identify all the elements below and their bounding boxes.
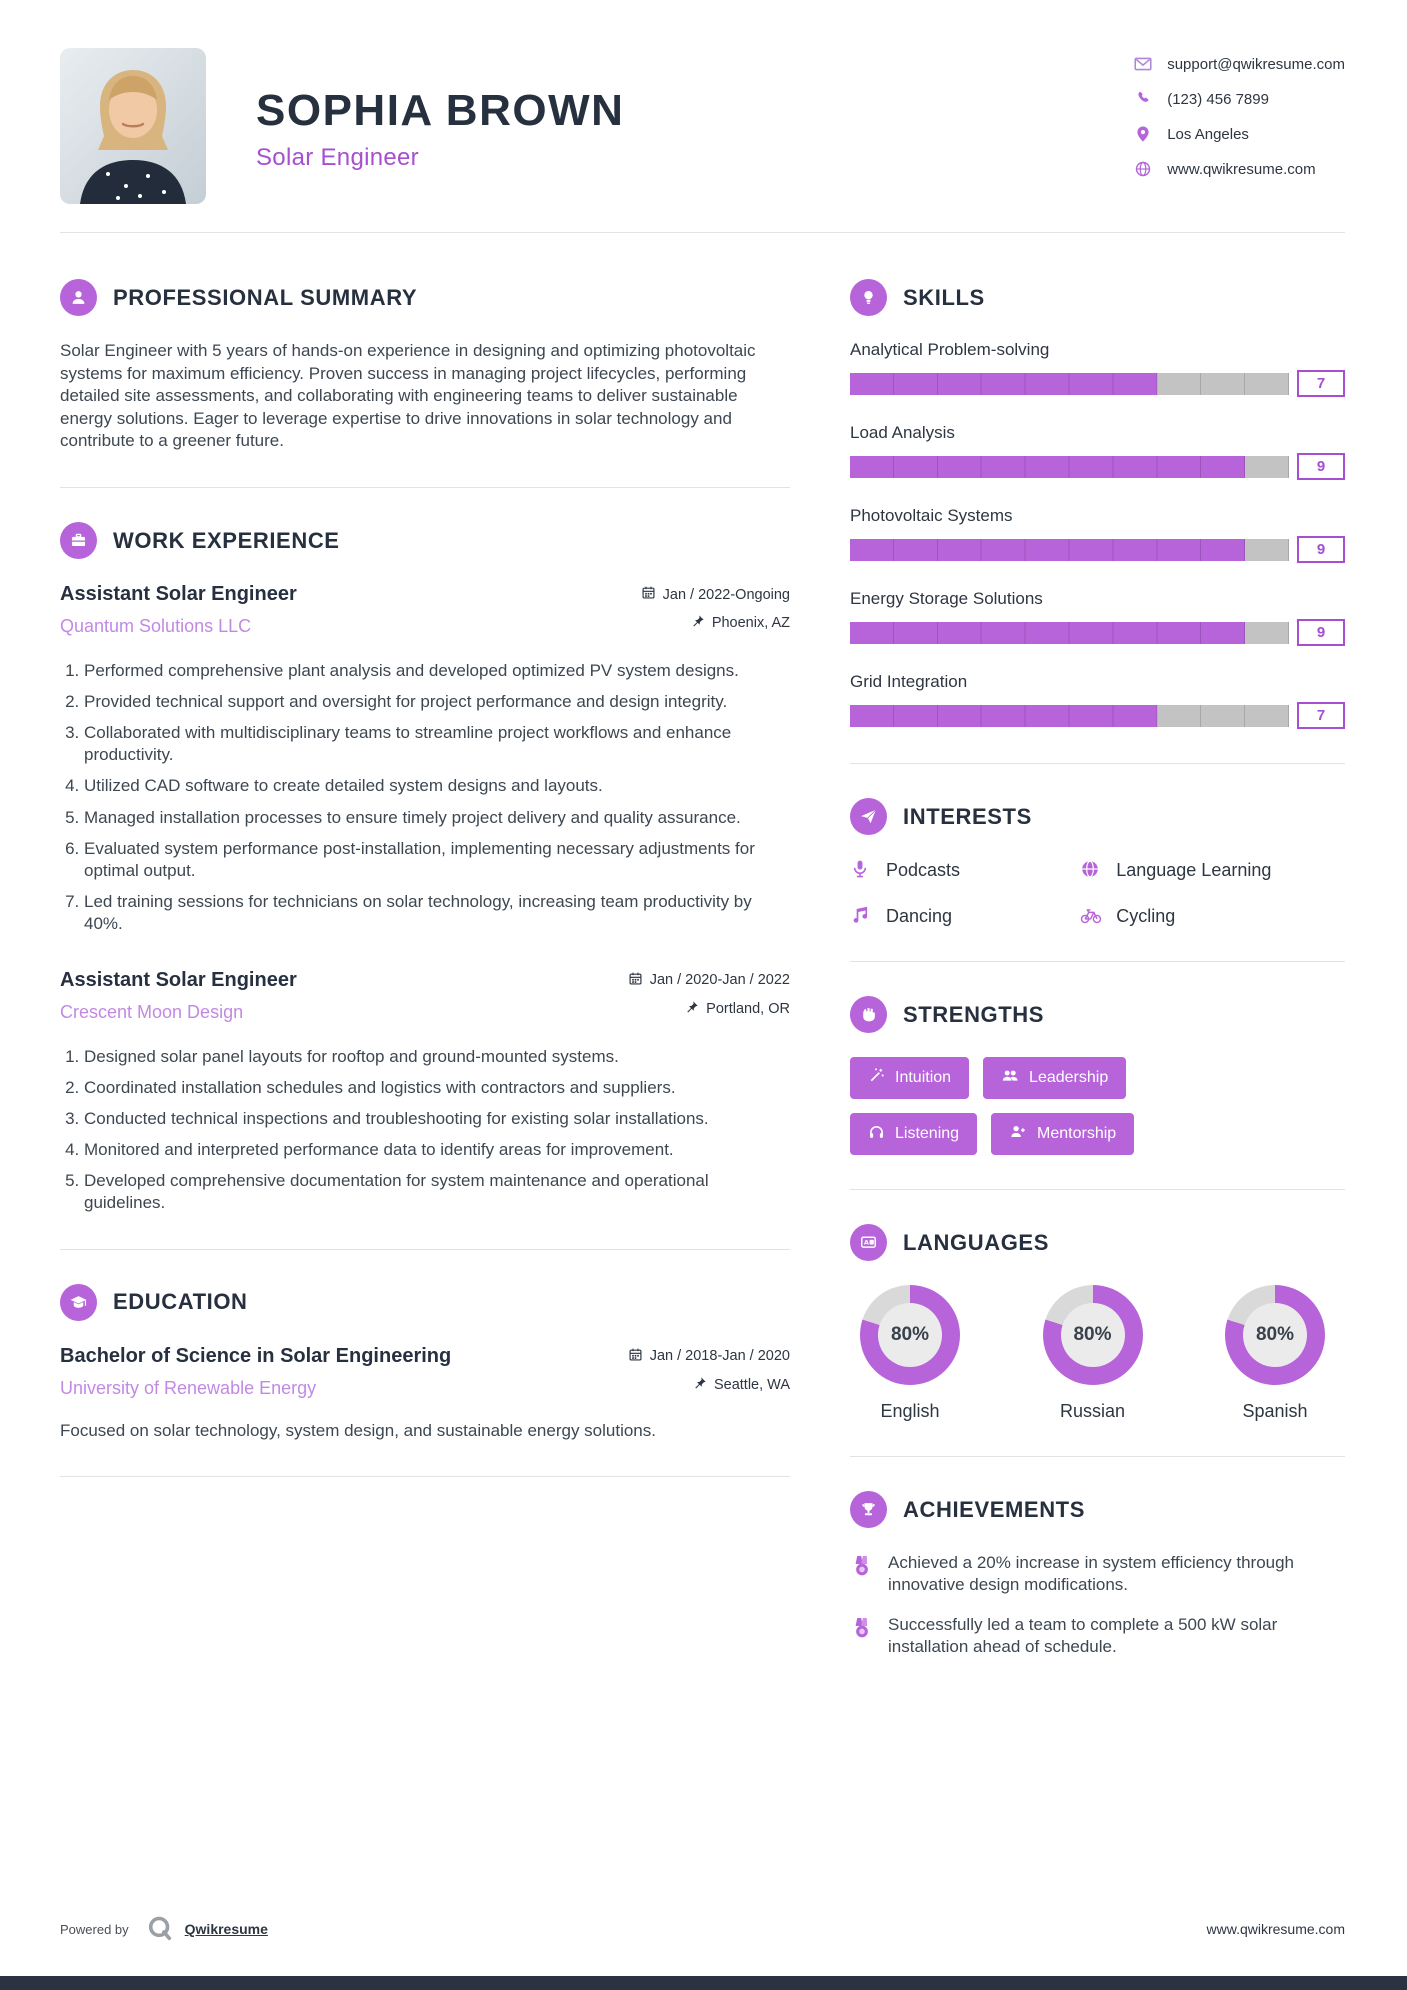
qwikresume-link[interactable]: Qwikresume bbox=[184, 1921, 268, 1937]
job-bullet: 3. Collaborated with multidisciplinary teams to streamline project workflows and enhance productivity. bbox=[84, 722, 790, 766]
interest-item bbox=[850, 905, 1080, 927]
divider bbox=[850, 763, 1345, 764]
language-donut bbox=[860, 1285, 960, 1385]
strength-pill bbox=[991, 1113, 1134, 1155]
section-education bbox=[60, 1284, 790, 1443]
job-bullet: 2. Provided technical support and oversight for project performance and design integrity. bbox=[84, 691, 790, 713]
language-percent: 80% bbox=[878, 1303, 942, 1367]
skill-bar bbox=[850, 373, 1289, 395]
name-block bbox=[256, 48, 624, 172]
school: University of Renewable Energy bbox=[60, 1377, 317, 1398]
skill-item bbox=[850, 589, 1345, 646]
profile-photo bbox=[60, 48, 206, 204]
job-role: Assistant Solar Engineer bbox=[60, 583, 297, 606]
language-percent: 80% bbox=[1061, 1303, 1125, 1367]
contact-phone[interactable] bbox=[1133, 89, 1345, 109]
skill-label: Analytical Problem-solving bbox=[850, 340, 1050, 359]
strength-pill bbox=[850, 1113, 977, 1155]
contact-location bbox=[1133, 124, 1345, 144]
person-add-icon bbox=[1009, 1123, 1027, 1145]
divider bbox=[60, 1249, 790, 1250]
achievement-item bbox=[850, 1614, 1345, 1658]
strength-label: Listening bbox=[895, 1125, 960, 1142]
email-icon bbox=[1133, 54, 1153, 74]
degree: Bachelor of Science in Solar Engineering bbox=[60, 1344, 452, 1367]
job-bullet: 2. Coordinated installation schedules and logistics with contractors and suppliers. bbox=[84, 1077, 790, 1099]
section-strengths bbox=[850, 996, 1345, 1155]
footer-website: www.qwikresume.com bbox=[1206, 1921, 1345, 1937]
strength-label: Leadership bbox=[1029, 1069, 1109, 1086]
achievement-item bbox=[850, 1552, 1345, 1596]
education-meta bbox=[628, 1345, 790, 1404]
job-company: Quantum Solutions LLC bbox=[60, 616, 252, 637]
education-location: Seattle, WA bbox=[713, 1376, 790, 1393]
phone-icon bbox=[1133, 89, 1153, 109]
job-bullet: 4. Utilized CAD software to create detailed system designs and layouts. bbox=[84, 775, 790, 797]
interest-label: Podcasts bbox=[886, 859, 961, 880]
people-icon bbox=[1001, 1067, 1019, 1089]
contact-email[interactable] bbox=[1133, 54, 1345, 74]
job-bullet: 5. Managed installation processes to ensure timely project delivery and quality assurance. bbox=[84, 807, 790, 829]
lightbulb-icon bbox=[850, 279, 887, 316]
svg-text:A: A bbox=[863, 1238, 869, 1247]
job-role: Assistant Solar Engineer bbox=[60, 968, 297, 991]
candidate-name: SOPHIA BROWN bbox=[256, 86, 625, 135]
job-company: Crescent Moon Design bbox=[60, 1001, 244, 1022]
language-item bbox=[1215, 1285, 1335, 1422]
divider bbox=[60, 1476, 790, 1477]
achievement-text: Achieved a 20% increase in system efficiency through innovative design modifications. bbox=[888, 1553, 1295, 1595]
job-location: Phoenix, AZ bbox=[711, 615, 790, 632]
calendar-icon bbox=[628, 1347, 643, 1366]
location-icon bbox=[1133, 124, 1153, 144]
globe-icon bbox=[1080, 859, 1102, 881]
job-bullet: 1. Designed solar panel layouts for rooftop and ground-mounted systems. bbox=[84, 1046, 790, 1068]
skills-title: SKILLS bbox=[903, 284, 985, 310]
skill-bar bbox=[850, 539, 1289, 561]
interest-item bbox=[1080, 905, 1345, 927]
job-entry bbox=[60, 969, 790, 1215]
interest-item bbox=[1080, 859, 1345, 881]
header bbox=[60, 48, 1345, 204]
bottom-accent-bar bbox=[0, 1976, 1407, 1990]
interest-label: Dancing bbox=[886, 905, 953, 926]
skill-item bbox=[850, 423, 1345, 480]
skill-score-badge: 9 bbox=[1297, 619, 1345, 646]
contact-phone-text: (123) 456 7899 bbox=[1167, 90, 1269, 108]
medal-icon bbox=[850, 1554, 874, 1578]
pushpin-icon bbox=[685, 1000, 699, 1018]
right-column bbox=[850, 279, 1345, 1676]
summary-title: PROFESSIONAL SUMMARY bbox=[113, 284, 418, 310]
job-entry bbox=[60, 583, 790, 935]
divider bbox=[60, 487, 790, 488]
skill-label: Grid Integration bbox=[850, 672, 968, 691]
candidate-job-title: Solar Engineer bbox=[256, 144, 419, 172]
left-column bbox=[60, 279, 790, 1676]
job-dates: Jan / 2020-Jan / 2022 bbox=[649, 972, 790, 989]
medal-icon bbox=[850, 1616, 874, 1640]
powered-by-label: Powered by bbox=[60, 1921, 129, 1937]
job-bullet: 4. Monitored and interpreted performance data to identify areas for improvement. bbox=[84, 1139, 790, 1161]
bicycle-icon bbox=[1080, 905, 1102, 927]
language-donut bbox=[1043, 1285, 1143, 1385]
section-achievements bbox=[850, 1491, 1345, 1658]
fist-icon bbox=[850, 996, 887, 1033]
skill-score-badge: 7 bbox=[1297, 370, 1345, 397]
language-label: Russian bbox=[1059, 1401, 1126, 1421]
music-note-icon bbox=[850, 905, 872, 927]
section-work-experience bbox=[60, 522, 790, 1215]
education-description: Focused on solar technology, system design, and sustainable energy solutions. bbox=[60, 1420, 656, 1440]
work-experience-icon bbox=[60, 522, 97, 559]
job-bullet: 1. Performed comprehensive plant analysis and developed optimized PV system designs. bbox=[84, 660, 790, 682]
interests-title: INTERESTS bbox=[903, 803, 1032, 829]
language-label: English bbox=[880, 1401, 940, 1421]
skill-bar bbox=[850, 456, 1289, 478]
qwikresume-logo-icon bbox=[145, 1914, 175, 1944]
section-skills bbox=[850, 279, 1345, 729]
education-title: EDUCATION bbox=[113, 1289, 248, 1315]
strengths-title: STRENGTHS bbox=[903, 1001, 1045, 1027]
work-title: WORK EXPERIENCE bbox=[113, 527, 340, 553]
magic-wand-icon bbox=[868, 1067, 885, 1089]
achievements-title: ACHIEVEMENTS bbox=[903, 1496, 1085, 1522]
divider bbox=[850, 1189, 1345, 1190]
graduation-cap-icon bbox=[60, 1284, 97, 1321]
interest-label: Cycling bbox=[1116, 905, 1176, 926]
skill-item bbox=[850, 340, 1345, 397]
interest-item bbox=[850, 859, 1080, 881]
section-interests bbox=[850, 798, 1345, 927]
contact-website-text: www.qwikresume.com bbox=[1167, 160, 1316, 178]
contact-website[interactable] bbox=[1133, 159, 1345, 179]
job-bullet-list bbox=[60, 660, 790, 935]
language-percent: 80% bbox=[1243, 1303, 1307, 1367]
pushpin-icon bbox=[693, 1376, 707, 1394]
skill-label: Energy Storage Solutions bbox=[850, 589, 1043, 608]
microphone-icon bbox=[850, 859, 872, 881]
footer bbox=[60, 1914, 1345, 1944]
skill-score-badge: 9 bbox=[1297, 536, 1345, 563]
skill-bar bbox=[850, 705, 1289, 727]
skill-label: Photovoltaic Systems bbox=[850, 506, 1013, 525]
strength-label: Mentorship bbox=[1037, 1125, 1117, 1142]
trophy-icon bbox=[850, 1491, 887, 1528]
language-item bbox=[850, 1285, 970, 1422]
job-bullet-list bbox=[60, 1046, 790, 1215]
strength-label: Intuition bbox=[895, 1069, 952, 1086]
job-bullet: 3. Conducted technical inspections and troubleshooting for existing solar installations. bbox=[84, 1108, 790, 1130]
skill-label: Load Analysis bbox=[850, 423, 955, 442]
summary-text: Solar Engineer with 5 years of hands-on experience in designing and optimizing photovoltaic systems for maximum efficiency. Proven success in managing project lifecycles, performing detailed site assessments, and collaborating with engineering teams to deliver sustainable energy solutions. Eager to leverage expertise to drive innovations in solar technology and contribute to a greener future. bbox=[60, 341, 756, 451]
translate-icon bbox=[850, 1224, 887, 1261]
skill-bar bbox=[850, 622, 1289, 644]
language-label: Spanish bbox=[1242, 1401, 1308, 1421]
skill-item bbox=[850, 672, 1345, 729]
person-icon bbox=[60, 279, 97, 316]
job-dates: Jan / 2022-Ongoing bbox=[662, 586, 790, 603]
language-item bbox=[1033, 1285, 1153, 1422]
languages-title: LANGUAGES bbox=[903, 1229, 1049, 1255]
globe-icon bbox=[1133, 159, 1153, 179]
strength-pill bbox=[850, 1057, 969, 1099]
divider bbox=[850, 1456, 1345, 1457]
divider bbox=[850, 961, 1345, 962]
skill-item bbox=[850, 506, 1345, 563]
job-meta bbox=[641, 583, 790, 642]
job-location: Portland, OR bbox=[706, 1000, 790, 1017]
job-bullet: 6. Evaluated system performance post-installation, implementing necessary adjustments for optimal output. bbox=[84, 838, 790, 882]
achievement-text: Successfully led a team to complete a 500 kW solar installation ahead of schedule. bbox=[888, 1615, 1278, 1657]
strength-pill bbox=[983, 1057, 1126, 1099]
interest-label: Language Learning bbox=[1116, 859, 1272, 880]
section-languages bbox=[850, 1224, 1345, 1422]
headphones-icon bbox=[868, 1123, 885, 1145]
contact-location-text: Los Angeles bbox=[1167, 125, 1249, 143]
job-bullet: 5. Developed comprehensive documentation for system maintenance and operational guidelines. bbox=[84, 1170, 790, 1214]
contact-list bbox=[1133, 48, 1345, 194]
skill-score-badge: 7 bbox=[1297, 702, 1345, 729]
section-professional-summary bbox=[60, 279, 790, 453]
language-donut bbox=[1225, 1285, 1325, 1385]
skill-score-badge: 9 bbox=[1297, 453, 1345, 480]
calendar-icon bbox=[641, 585, 656, 604]
profile-photo-image bbox=[60, 48, 206, 204]
header-divider bbox=[60, 232, 1345, 233]
calendar-icon bbox=[628, 971, 643, 990]
job-meta bbox=[628, 969, 790, 1028]
paper-plane-icon bbox=[850, 798, 887, 835]
job-bullet: 7. Led training sessions for technicians on solar technology, increasing team productivity by 40%. bbox=[84, 891, 790, 935]
education-dates: Jan / 2018-Jan / 2020 bbox=[649, 1348, 790, 1365]
content-columns bbox=[60, 279, 1345, 1676]
contact-email-text: support@qwikresume.com bbox=[1167, 55, 1345, 73]
pushpin-icon bbox=[691, 614, 705, 632]
